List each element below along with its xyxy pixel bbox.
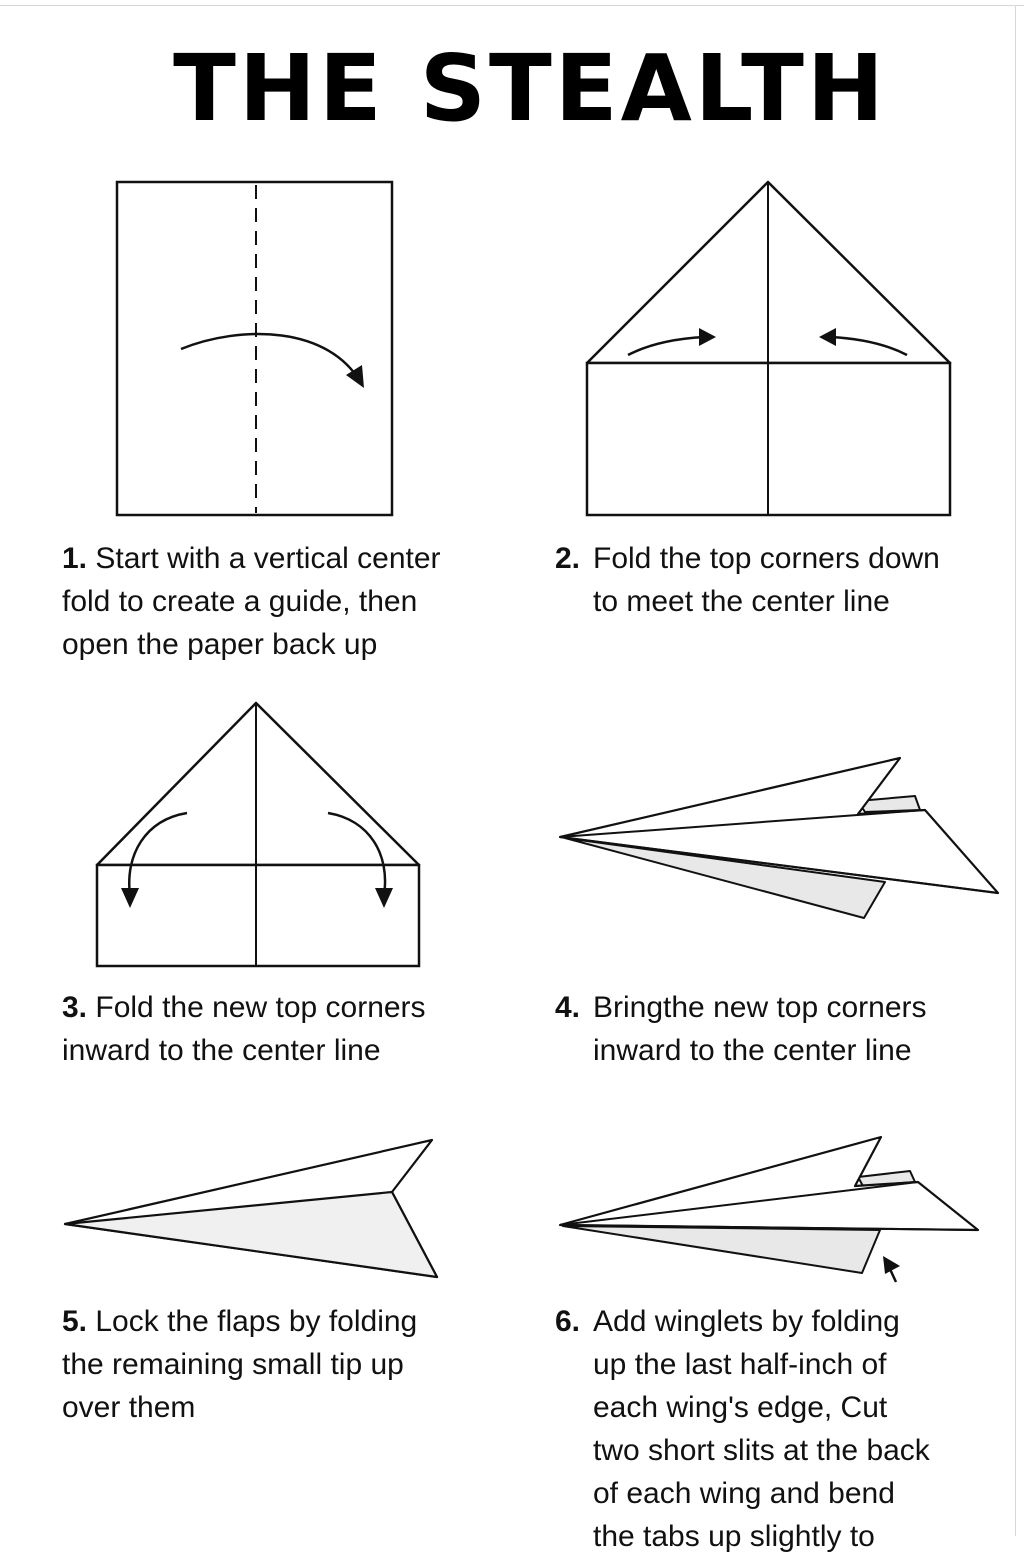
right-divider <box>1015 5 1016 1536</box>
wing-shading <box>65 1192 437 1277</box>
step-6-text <box>555 1300 1013 1558</box>
paper-peak-shape <box>97 703 419 865</box>
top-divider <box>0 5 1024 6</box>
step-2-figure <box>580 176 960 522</box>
step-5-figure <box>60 1134 445 1284</box>
paper-plane-icon <box>560 1137 978 1230</box>
page-title: THE STEALTH <box>173 35 887 142</box>
paper-base-shape <box>97 865 419 966</box>
step-2-text <box>555 537 1013 623</box>
step-1-figure <box>110 175 400 521</box>
step-description: Bringthe new top corners inward to the center line <box>593 991 927 1067</box>
step-4-text <box>555 986 1013 1072</box>
step-3-text <box>62 986 502 1072</box>
step-number: 1. <box>62 542 88 575</box>
step-description: Start with a vertical center fold to create a guide, then open the paper back up <box>62 542 441 661</box>
step-3-figure <box>90 695 430 973</box>
step-number: 2. <box>555 542 581 575</box>
step-description: Lock the flaps by folding the remaining small tip up over them <box>62 1305 418 1424</box>
wing-shading-lower <box>563 1226 880 1273</box>
step-1-text <box>62 537 502 666</box>
step-4-figure <box>555 752 1005 924</box>
step-5-text <box>62 1300 502 1429</box>
step-6-figure <box>555 1130 985 1290</box>
step-number: 3. <box>62 991 88 1024</box>
step-number: 6. <box>555 1305 581 1338</box>
paper-sheet-icon <box>117 182 392 515</box>
step-number: 4. <box>555 991 581 1024</box>
step-description: Add winglets by folding up the last half-inch of each wing's edge, Cut two short slits at the back of each wing and bend the tabs up slightly to <box>593 1305 930 1553</box>
step-description: Fold the new top corners inward to the center line <box>62 991 426 1067</box>
step-number: 5. <box>62 1305 88 1338</box>
step-description: Fold the top corners down to meet the center line <box>593 542 940 618</box>
